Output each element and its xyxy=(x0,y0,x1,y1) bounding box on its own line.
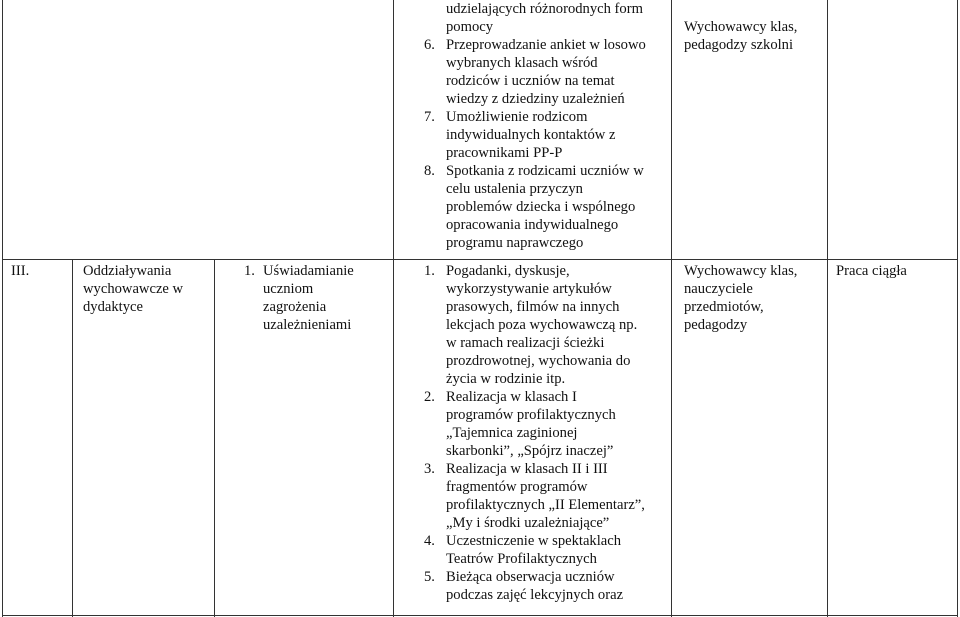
action-line: prozdrowotnej, wychowania do xyxy=(446,353,631,369)
action-number: 1. xyxy=(424,263,435,279)
responsible-line: Wychowawcy klas, xyxy=(684,19,798,35)
action-number: 2. xyxy=(424,389,435,405)
action-line: „My i środki uzależniające” xyxy=(446,515,610,531)
action-line: programu naprawczego xyxy=(446,235,584,251)
action-line: wykorzystywanie artykułów xyxy=(446,281,612,297)
grid-line xyxy=(2,0,3,617)
grid-line xyxy=(2,615,958,616)
action-line: Pogadanki, dyskusje, xyxy=(446,263,570,279)
action-line: pomocy xyxy=(446,19,494,35)
action-line: udzielających różnorodnych form xyxy=(446,1,643,17)
action-line: w ramach realizacji ścieżki xyxy=(446,335,605,351)
action-number: 7. xyxy=(424,109,435,125)
grid-line xyxy=(671,0,672,617)
area-line: dydaktyce xyxy=(83,299,143,315)
action-number: 5. xyxy=(424,569,435,585)
action-line: podczas zajęć lekcyjnych oraz xyxy=(446,587,624,603)
task-line: uzależnieniami xyxy=(263,317,352,333)
action-line: wiedzy z dziedziny uzależnień xyxy=(446,91,625,107)
responsible-line: przedmiotów, xyxy=(684,299,764,315)
grid-line xyxy=(2,259,958,260)
action-line: Umożliwienie rodzicom xyxy=(446,109,588,125)
action-line: lekcjach poza wychowawczą np. xyxy=(446,317,638,333)
grid-line xyxy=(214,259,215,617)
grid-line xyxy=(72,259,73,617)
action-number: 3. xyxy=(424,461,435,477)
action-line: fragmentów programów xyxy=(446,479,588,495)
area-line: Oddziaływania xyxy=(83,263,172,279)
action-line: Bieżąca obserwacja uczniów xyxy=(446,569,615,585)
grid-line xyxy=(827,0,828,617)
responsible-line: nauczyciele xyxy=(684,281,753,297)
responsible-line: pedagodzy xyxy=(684,317,748,333)
area-line: wychowawcze w xyxy=(83,281,184,297)
action-line: wybranych klasach wśród xyxy=(446,55,598,71)
action-number: 6. xyxy=(424,37,435,53)
action-number: 8. xyxy=(424,163,435,179)
term-text: Praca ciągła xyxy=(836,263,907,279)
action-line: rodziców i uczniów na temat xyxy=(446,73,615,89)
action-line: celu ustalenia przyczyn xyxy=(446,181,583,197)
action-line: Uczestniczenie w spektaklach xyxy=(446,533,622,549)
action-line: indywidualnych kontaktów z xyxy=(446,127,616,143)
action-line: Teatrów Profilaktycznych xyxy=(446,551,597,567)
task-line: zagrożenia xyxy=(263,299,327,315)
action-line: życia w rodzinie itp. xyxy=(446,371,566,387)
task-number: 1. xyxy=(244,263,255,279)
action-line: opracowania indywidualnego xyxy=(446,217,619,233)
responsible-line: Wychowawcy klas, xyxy=(684,263,798,279)
action-line: Realizacja w klasach II i III xyxy=(446,461,608,477)
action-line: prasowych, filmów na innych xyxy=(446,299,620,315)
responsible-line: pedagodzy szkolni xyxy=(684,37,794,53)
action-line: programów profilaktycznych xyxy=(446,407,616,423)
action-line: problemów dziecka i wspólnego xyxy=(446,199,636,215)
task-line: uczniom xyxy=(263,281,314,297)
grid-line xyxy=(393,0,394,617)
task-line: Uświadamianie xyxy=(263,263,354,279)
grid-line xyxy=(957,0,958,617)
action-line: Spotkania z rodzicami uczniów w xyxy=(446,163,644,179)
section-number: III. xyxy=(11,263,30,279)
action-line: profilaktycznych „II Elementarz”, xyxy=(446,497,645,513)
action-line: „Tajemnica zaginionej xyxy=(446,425,578,441)
action-line: pracownikami PP-P xyxy=(446,145,563,161)
action-number: 4. xyxy=(424,533,435,549)
action-line: skarbonki”, „Spójrz inaczej” xyxy=(446,443,614,459)
action-line: Przeprowadzanie ankiet w losowo xyxy=(446,37,646,53)
action-line: Realizacja w klasach I xyxy=(446,389,577,405)
